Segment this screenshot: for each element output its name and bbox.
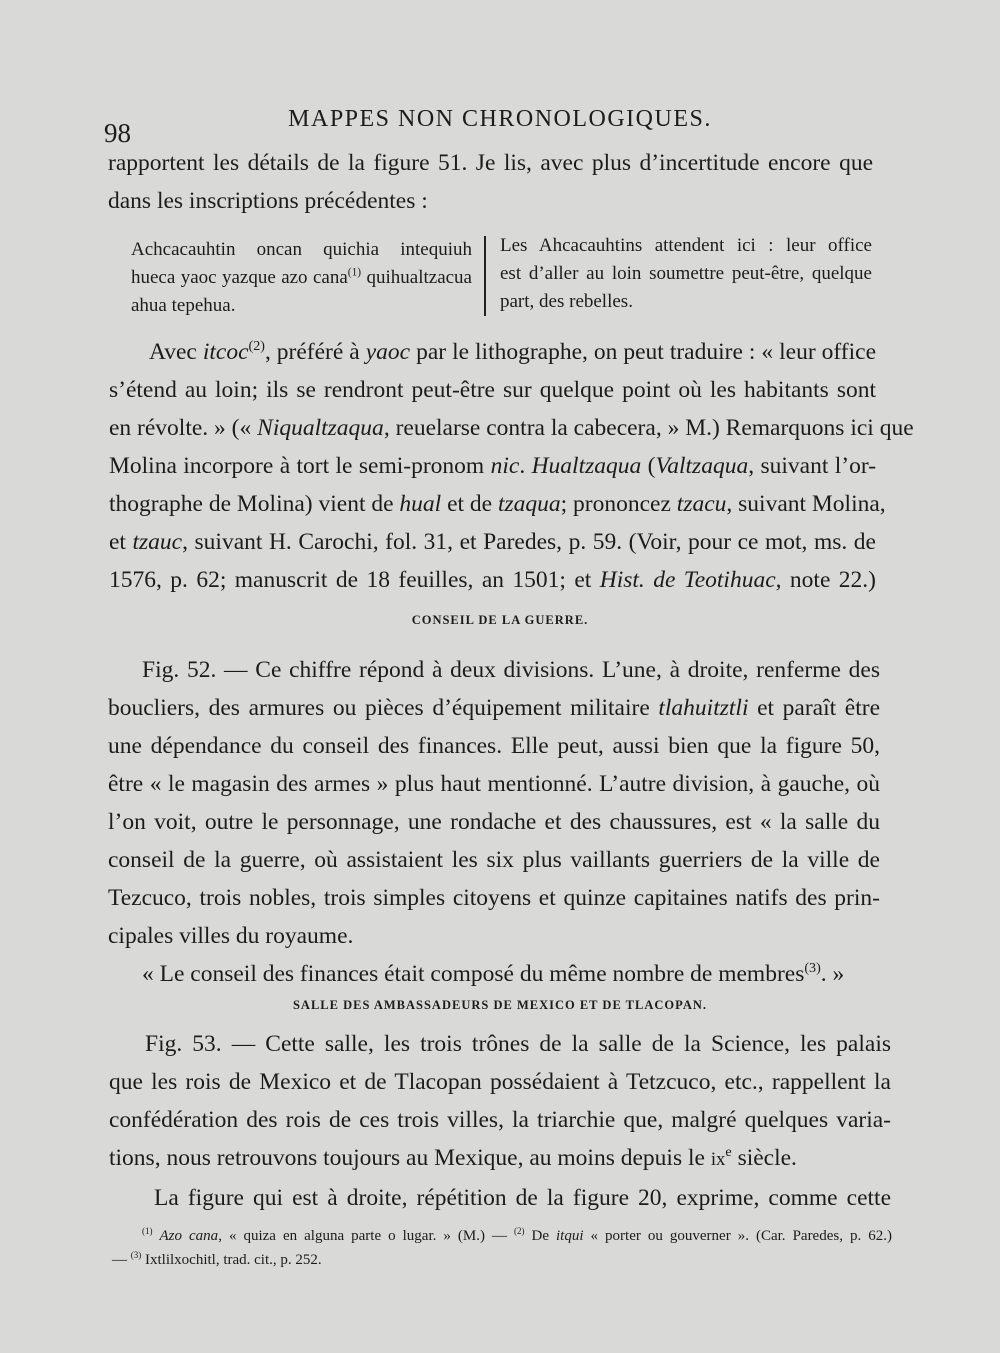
text-line: être « le magasin des armes » plus haut mentionné. L’autre division, à gauche, où xyxy=(108,771,880,797)
nahuatl-column xyxy=(131,236,472,320)
text-line: cipales villes du royaume. xyxy=(108,923,354,949)
text-line: La figure qui est à droite, répétition de la figure 20, exprime, comme cette xyxy=(154,1185,891,1211)
paragraph-itcoc xyxy=(109,333,914,599)
text-line: confédération des rois de ces trois villes, la triarchie que, malgré quelques varia- xyxy=(109,1107,891,1133)
text-line: Tezcuco, trois nobles, trois simples citoyens et quinze capitaines natifs des prin- xyxy=(108,885,880,911)
text-line: thographe de Molina) vient de hual et de tzaqua; prononcez tzacu, suivant Molina, xyxy=(109,491,886,517)
text-line: hueca yaoc yazque azo cana$^{(1)}$ quihualtzacua xyxy=(131,266,472,288)
text-line: Molina incorpore à tort le semi-pronom nic. Hualtzaqua (Valtzaqua, suivant l’or- xyxy=(109,453,877,479)
text-line: dans les inscriptions précédentes : xyxy=(108,188,428,214)
footnotes xyxy=(112,1224,892,1272)
footnote-ref: (3) xyxy=(804,960,821,977)
paragraph-fig-52 xyxy=(108,651,880,993)
footnote-ref: (1) xyxy=(347,266,362,279)
text-line: Les Ahcacauhtins attendent ici : leur office xyxy=(500,235,872,256)
text-line: une dépendance du conseil des finances. Elle peut, aussi bien que la figure 50, xyxy=(108,733,880,759)
footnote-ref: (2) xyxy=(248,338,265,355)
text-line: et tzauc, suivant H. Carochi, fol. 31, et Paredes, p. 59. (Voir, pour ce mot, ms. de xyxy=(109,529,876,555)
text-line: Fig. 53. — Cette salle, les trois trônes de la salle de la Science, les palais xyxy=(145,1031,891,1057)
page-number: 98 xyxy=(104,118,131,148)
text-line: est d’aller au loin soumettre peut-être, quelque xyxy=(500,263,872,284)
text-line: conseil de la guerre, où assistaient les six plus vaillants guerriers de la ville de xyxy=(108,847,880,873)
text-line: rapportent les détails de la figure 51. Je lis, avec plus d’incertitude encore que xyxy=(108,150,873,176)
text-line: boucliers, des armures ou pièces d’équipement militaire tlahuitztli et paraît être xyxy=(108,695,881,721)
text-line: que les rois de Mexico et de Tlacopan possédaient à Tetzcuco, etc., rappellent la xyxy=(109,1069,891,1095)
column-divider xyxy=(484,236,486,316)
footnote-line: $^{(1)}$ Azo cana, « quiza en alguna parte o lugar. » (M.) — $^{(2)}$ De itqui « porter ou gouverner ». (Car. Paredes, p. 62.) xyxy=(142,1226,892,1244)
text-line: Avec itcoc$^{(2)}$, préféré à yaoc par le lithographe, on peut traduire : « leur office xyxy=(149,338,877,365)
text-line: 1576, p. 62; manuscrit de 18 feuilles, an 1501; et Hist. de Teotihuac, note 22.) xyxy=(109,567,876,593)
section-caption: SALLE DES AMBASSADEURS DE MEXICO ET DE TLACOPAN. xyxy=(292,998,708,1012)
text-line: s’étend au loin; ils se rendront peut-être sur quelque point où les habitants sont xyxy=(109,377,876,403)
footnote-line: — $^{(3)}$ Ixtlilxochitl, trad. cit., p. 252. xyxy=(112,1250,322,1268)
text-line: tions, nous retrouvons toujours au Mexique, au moins depuis le $ix^e$ siècle. xyxy=(109,1144,797,1171)
text-line: « Le conseil des finances était composé du même nombre de membres$^{(3)}$. » xyxy=(142,960,845,987)
paragraph-fig-53 xyxy=(109,1025,891,1217)
french-translation-column xyxy=(500,232,872,316)
text-line: part, des rebelles. xyxy=(500,291,633,312)
text-line: Fig. 52. — Ce chiffre répond à deux divisions. L’une, à droite, renferme des xyxy=(142,657,880,683)
text-line: en révolte. » (« Niqualtzaqua, reuelarse contra la cabecera, » M.) Remarquons ici que xyxy=(109,415,914,441)
running-title: MAPPES NON CHRONOLOGIQUES. xyxy=(288,106,712,132)
intro-paragraph xyxy=(108,144,873,220)
text-line: ahua tepehua. xyxy=(131,295,236,316)
text-line: l’on voit, outre le personnage, une rondache et des chaussures, est « la salle du xyxy=(108,809,880,835)
section-caption: CONSEIL DE LA GUERRE. xyxy=(411,613,589,627)
text-line: Achcacauhtin oncan quichia intequiuh xyxy=(131,239,472,260)
